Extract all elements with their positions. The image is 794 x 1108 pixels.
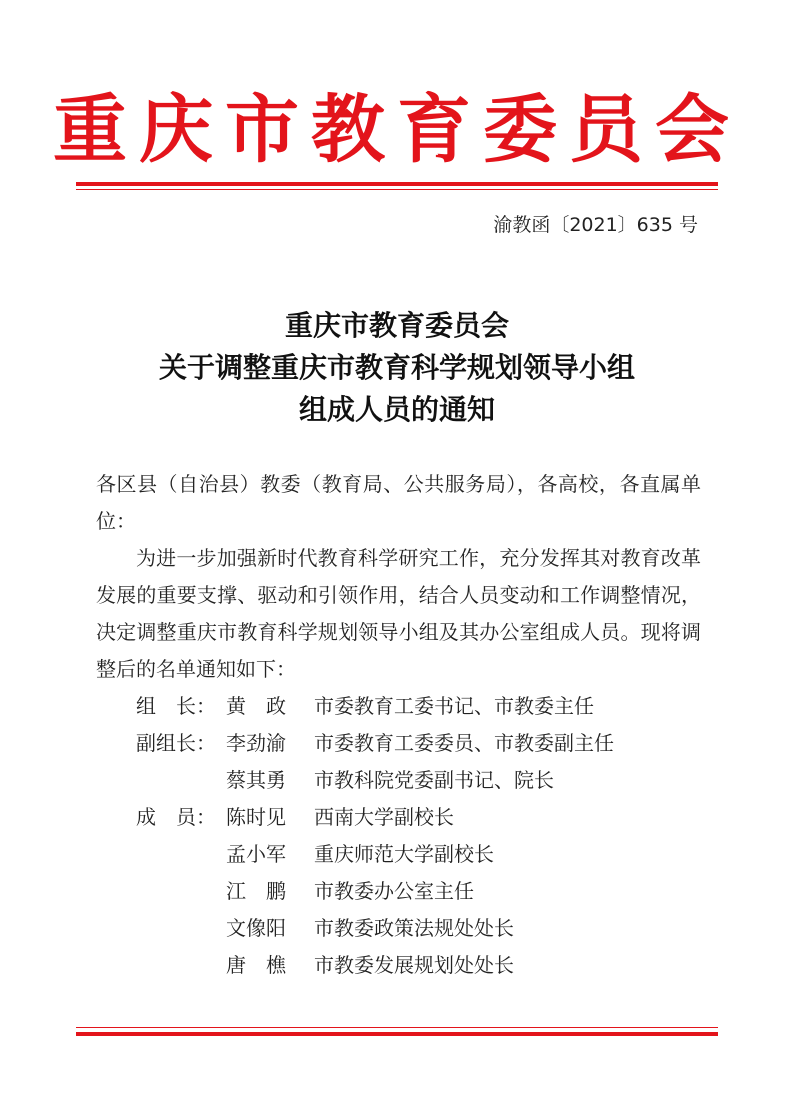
member-row	[136, 762, 696, 799]
member-row	[136, 910, 696, 947]
member-name: 江 鹏	[226, 879, 286, 903]
member-name: 文像阳	[226, 916, 286, 940]
member-duty: 市教委发展规划处处长	[314, 953, 514, 977]
masthead-rule-thin	[76, 189, 718, 190]
member-duty: 市委教育工委书记、市教委主任	[314, 694, 594, 718]
member-row	[136, 873, 696, 910]
member-row	[136, 836, 696, 873]
member-row	[136, 688, 696, 725]
member-name: 孟小军	[226, 842, 286, 866]
member-row	[136, 947, 696, 984]
title-line-3: 组成人员的通知	[298, 393, 495, 426]
member-duty: 市委教育工委委员、市教委副主任	[314, 731, 614, 755]
member-role: 副组长：	[136, 731, 216, 755]
member-duty: 市教委办公室主任	[314, 879, 474, 903]
member-role: 成 员：	[136, 805, 216, 829]
title-line-1: 重庆市教育委员会	[284, 309, 509, 342]
title-line-2: 关于调整重庆市教育科学规划领导小组	[158, 351, 635, 384]
masthead-rule-thick	[76, 182, 718, 186]
member-role: 组 长：	[136, 694, 216, 718]
agency-masthead: 重庆市教育委员会	[53, 87, 741, 173]
member-duty: 西南大学副校长	[314, 805, 454, 829]
member-name: 唐 樵	[226, 953, 286, 977]
member-duty: 市教委政策法规处处长	[314, 916, 514, 940]
member-row	[136, 799, 696, 836]
footer-rule-thin	[76, 1027, 718, 1028]
member-name: 蔡其勇	[226, 768, 286, 792]
document-number: 渝教函〔2021〕635 号	[493, 214, 698, 236]
addressee: 各区县（自治县）教委（教育局、公共服务局），各高校，各直属单位：	[96, 472, 701, 533]
member-row	[136, 725, 696, 762]
member-name: 黄 政	[226, 694, 286, 718]
member-list	[136, 688, 696, 984]
member-name: 李劲渝	[226, 731, 286, 755]
body-paragraph: 为进一步加强新时代教育科学研究工作，充分发挥其对教育改革发展的重要支撑、驱动和引领作用，结合人员变动和工作调整情况，决定调整重庆市教育科学规划领导小组及其办公室组成人员。现将调整后的名单通知如下：	[96, 546, 701, 681]
member-duty: 重庆师范大学副校长	[314, 842, 494, 866]
footer-rule-thick	[76, 1032, 718, 1036]
member-duty: 市教科院党委副书记、院长	[314, 768, 554, 792]
member-name: 陈时见	[226, 805, 286, 829]
